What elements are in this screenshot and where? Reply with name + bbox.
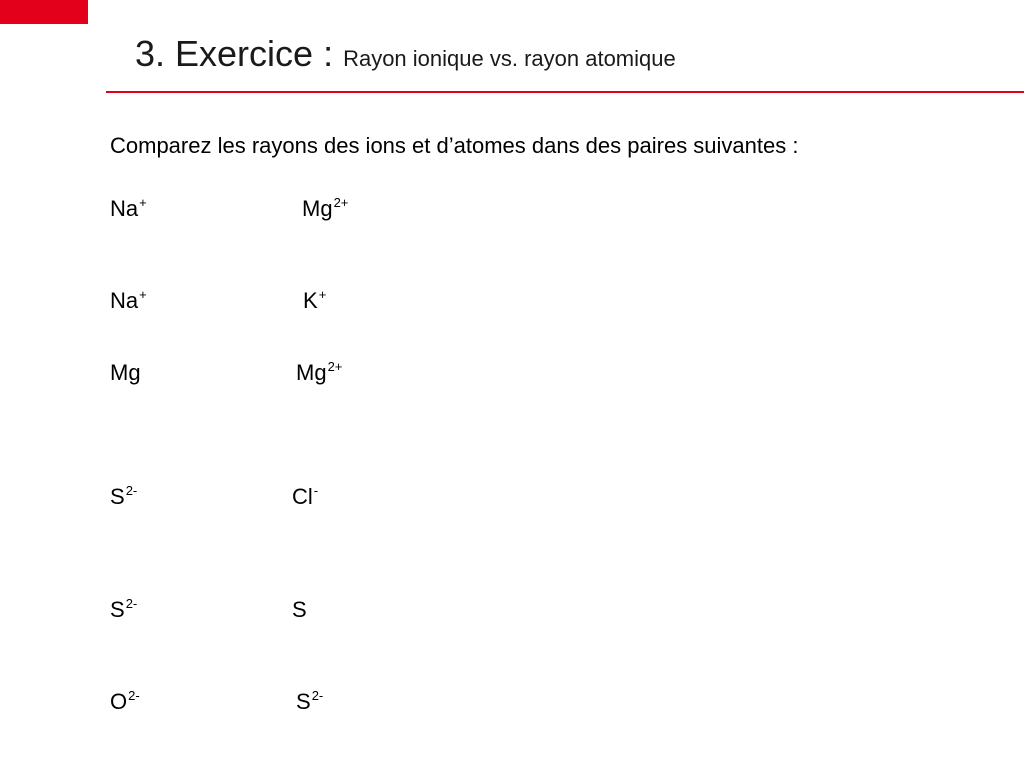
element-symbol: S xyxy=(110,597,125,622)
element-symbol: Mg xyxy=(296,360,327,385)
element-symbol: S xyxy=(110,484,125,509)
ion-charge: + xyxy=(139,287,147,302)
pair-row xyxy=(0,484,1024,514)
ion-charge: 2- xyxy=(311,688,324,703)
exercise-instruction: Comparez les rayons des ions et d’atomes dans des paires suivantes : xyxy=(110,133,799,158)
ion-charge: + xyxy=(318,287,327,302)
ion-charge: 2+ xyxy=(333,195,349,210)
ion-charge: 2- xyxy=(125,596,138,611)
ion-charge: 2- xyxy=(128,688,140,703)
pair-row xyxy=(0,196,1024,226)
species-right xyxy=(296,689,323,715)
element-symbol: K xyxy=(303,288,318,313)
species-right xyxy=(292,597,308,623)
element-symbol: S xyxy=(296,689,311,714)
element-symbol: Na xyxy=(110,288,139,313)
species-left xyxy=(110,689,140,715)
title-main: 3. Exercice : xyxy=(135,33,344,74)
species-left xyxy=(110,597,137,623)
pair-row xyxy=(0,288,1024,318)
ion-charge: + xyxy=(139,195,147,210)
species-right xyxy=(292,484,318,510)
pair-row xyxy=(0,360,1024,390)
ion-charge: - xyxy=(313,483,319,498)
species-left xyxy=(110,196,147,222)
element-symbol: Mg xyxy=(110,360,141,385)
species-right xyxy=(296,360,342,386)
element-symbol: Na xyxy=(110,196,139,221)
element-symbol: Mg xyxy=(302,196,333,221)
ion-charge: 2+ xyxy=(327,359,343,374)
species-left xyxy=(110,360,142,386)
element-symbol: Cl xyxy=(292,484,313,509)
ion-charge: 2- xyxy=(125,483,138,498)
accent-block xyxy=(0,0,88,24)
element-symbol: O xyxy=(110,689,128,714)
species-right xyxy=(303,288,326,314)
title-subtitle: Rayon ionique vs. rayon atomique xyxy=(343,46,676,71)
pair-row xyxy=(0,597,1024,627)
slide-title xyxy=(135,33,676,74)
species-left xyxy=(110,484,137,510)
species-left xyxy=(110,288,147,314)
species-right xyxy=(302,196,348,222)
pair-row xyxy=(0,689,1024,719)
element-symbol: S xyxy=(292,597,307,622)
title-divider xyxy=(106,91,1024,93)
